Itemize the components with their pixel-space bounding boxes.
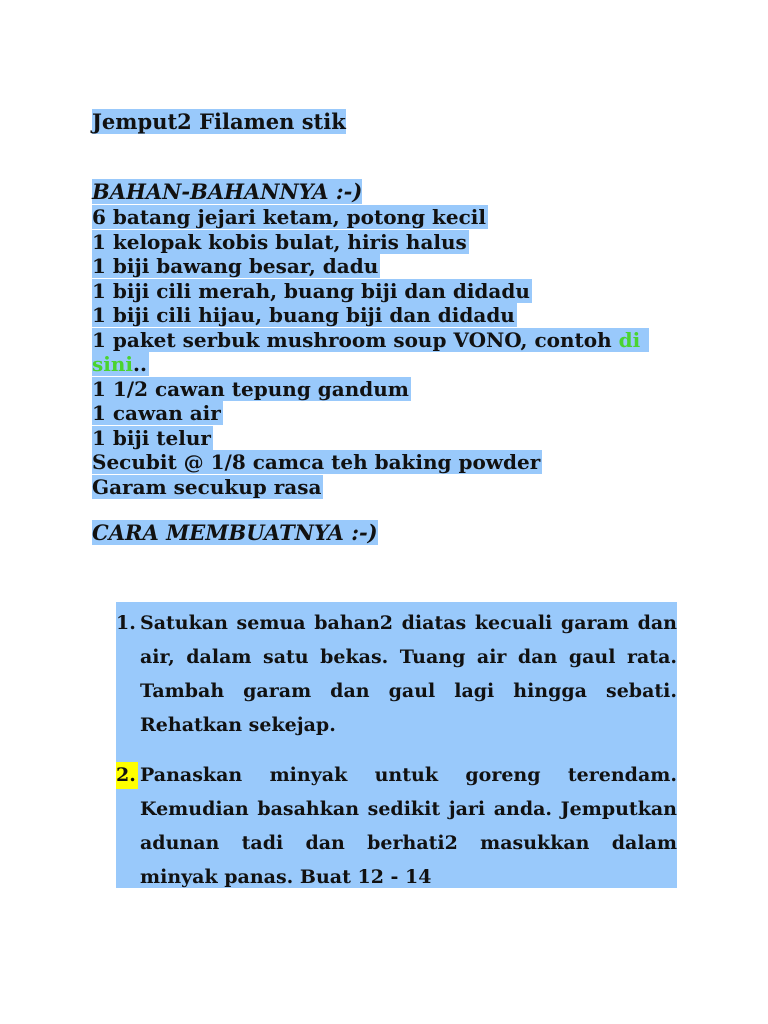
method-heading: CARA MEMBUATNYA :-) bbox=[92, 520, 378, 545]
ingredient-item: 1 biji bawang besar, dadu bbox=[92, 254, 379, 278]
ingredients-list bbox=[92, 205, 692, 499]
recipe-title: Jemput2 Filamen stik bbox=[92, 109, 346, 134]
step-number: 2. bbox=[116, 762, 138, 789]
ingredient-item: 1 biji cili hijau, buang biji dan didadu bbox=[92, 303, 515, 327]
step-text: Satukan semua bahan2 diatas kecuali garam dan air, dalam satu bekas. Tuang air dan gaul rata. Tambah garam dan gaul lagi hingga sebati. Rehatkan sekejap. bbox=[140, 612, 677, 736]
ingredient-item-soup: 1 paket serbuk mushroom soup VONO, contoh di bbox=[92, 328, 692, 353]
ingredient-item: 6 batang jejari ketam, potong kecil bbox=[92, 205, 486, 229]
link-di-sini[interactable]: di bbox=[618, 327, 641, 352]
step-text: Panaskan minyak untuk goreng terendam. Kemudian basahkan sedikit jari anda. Jemputkan adunan tadi dan berhati2 masukkan dalam minyak panas. Buat 12 - 14 bbox=[140, 764, 677, 888]
ingredient-item-soup-cont: sini.. bbox=[92, 352, 147, 376]
ingredient-item: 1 biji telur bbox=[92, 425, 211, 450]
ingredient-item: 1 1/2 cawan tepung gandum bbox=[92, 376, 409, 401]
ingredient-item: 1 biji cili merah, buang biji dan didadu bbox=[92, 278, 530, 303]
ingredient-item: 1 cawan air bbox=[92, 401, 221, 425]
ingredient-item: Garam secukup rasa bbox=[92, 474, 322, 499]
step-number: 1. bbox=[116, 612, 136, 634]
ingredient-item: 1 kelopak kobis bulat, hiris halus bbox=[92, 229, 467, 254]
ingredient-item: Secubit @ 1/8 camca teh baking powder bbox=[92, 450, 541, 474]
ingredients-heading: BAHAN-BAHANNYA :-) bbox=[92, 179, 363, 204]
link-di-sini-cont[interactable]: sini bbox=[92, 352, 133, 376]
